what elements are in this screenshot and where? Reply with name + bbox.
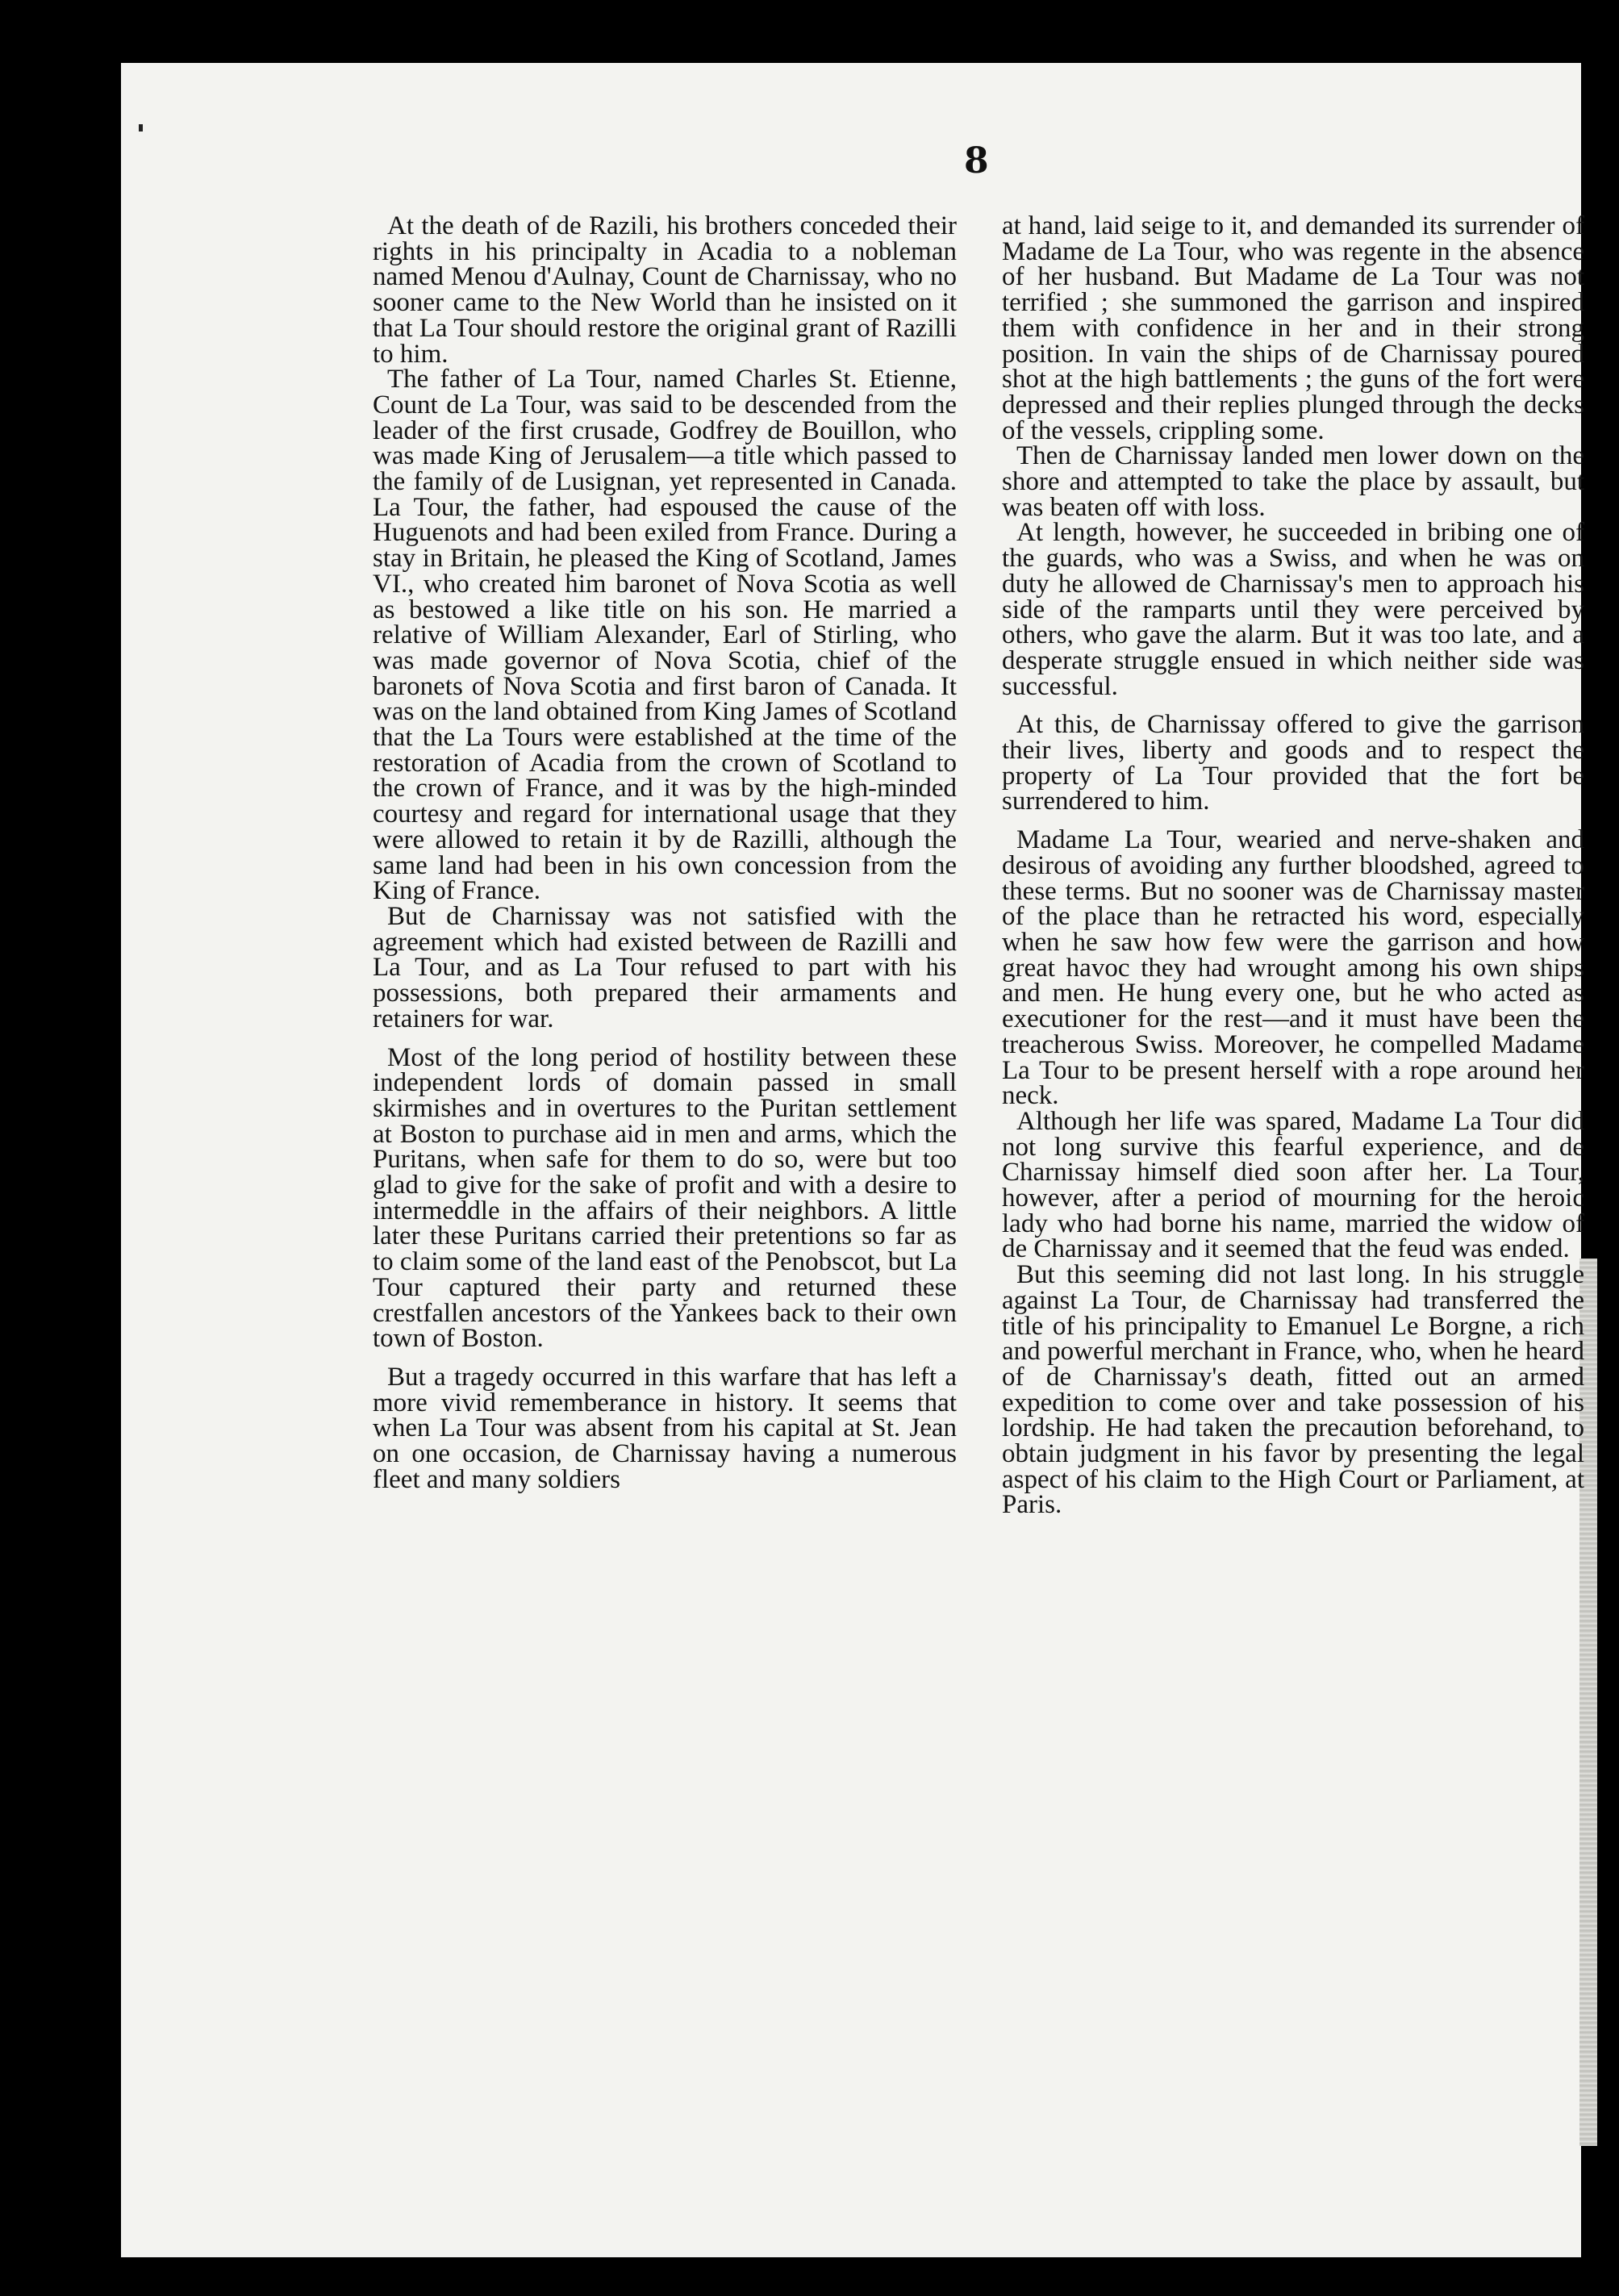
paragraph: The father of La Tour, named Charles St. Etienne, Count de La Tour, was said to be descended from the leader of the first crusade, Godfrey de Bouillon, who was made King of Jerusalem—a title which passed to the family of de Lusignan, yet represented in Canada. La Tour, the father, had espoused the cause of the Huguenots and had been exiled from France. During a stay in Britain, he pleased the King of Scotland, James VI., who created him baronet of Nova Scotia as well as bestowed a like title on his son. He married a relative of William Alexander, Earl of Stirling, who was made governor of Nova Scotia, chief of the baronets of Nova Scotia and first baron of Canada. It was on the land obtained from King James of Scotland that the La Tours were established at the time of the restoration of Acadia from the crown of Scotland to the crown of France, and it was by the high-minded courtesy and regard for international usage that they were allowed to retain it by de Razilli, although the same land had been in his own concession from the King of France. xyxy=(373,365,957,906)
paragraph: At this, de Charnissay offered to give the garrison their lives, liberty and goods and to respect the property of La Tour provided that the fort be surrendered to him. xyxy=(1002,710,1584,816)
paragraph: Madame La Tour, wearied and nerve-shaken and desirous of avoiding any further bloodshed, agreed to these terms. But no sooner was de Charnissay master of the place than he retracted his word, especially when he saw how few were the garrison and how great havoc they had wrought among his own ships and men. He hung every one, but he who acted as executioner for the rest—and it must have been the treacherous Swiss. Moreover, he compelled Madame La Tour to be present herself with a rope around her neck. xyxy=(1002,825,1584,1111)
paragraph: Although her life was spared, Madame La Tour did not long survive this fearful experience, and de Charnissay himself died soon after her. La Tour, however, after a period of mourning for the heroic lady who had borne his name, married the widow of de Charnissay and it seemed that the feud was ended. xyxy=(1002,1106,1584,1264)
paragraph: But a tragedy occurred in this warfare that has left a more vivid rememberance in history. It seems that when La Tour was absent from his capital at St. Jean on one occasion, de Charnissay having a numerous fleet and many soldiers xyxy=(373,1362,957,1494)
paragraph: But this seeming did not last long. In his struggle against La Tour, de Charnissay had transferred the title of his principality to Emanuel Le Borgne, a rich and powerful merchant in France, who, when he heard of de Charnissay's death, fitted out an armed expedition to come over and take possession of his lordship. He had taken the precaution beforehand, to obtain judgment in his favor by presenting the legal aspect of his claim to the High Court or Parliament, at Paris. xyxy=(1002,1260,1584,1520)
margin-mark xyxy=(139,124,143,131)
left-column xyxy=(373,211,957,1494)
paragraph: Most of the long period of hostility between these independent lords of domain passed in small skirmishes and in overtures to the Puritan settlement at Boston to purchase aid in men and arms, which the Puritans, when safe for them to do so, were but too glad to give for the sake of profit and with a desire to intermeddle in the affairs of their neighbors. A little later these Puritans carried their pretentions so far as to claim some of the land east of the Penobscot, but La Tour captured their party and returned these crestfallen ancestors of the Yankees back to their own town of Boston. xyxy=(373,1042,957,1354)
page-number: 8 xyxy=(964,140,989,182)
paragraph: at hand, laid seige to it, and demanded its surrender of Madame de La Tour, who was regente in the absence of her husband. But Madame de La Tour was not terrified ; she summoned the garrison and inspired them with confidence in her and in their strong position. In vain the ships of de Charnissay poured shot at the high battlements ; the guns of the fort were depressed and their replies plunged through the decks of the vessels, crippling some. xyxy=(1002,211,1584,445)
right-column xyxy=(1002,211,1584,1520)
paragraph: Then de Charnissay landed men lower down on the shore and attempted to take the place by assault, but was beaten off with loss. xyxy=(1002,441,1584,522)
paragraph: At length, however, he succeeded in bribing one of the guards, who was a Swiss, and when he was on duty he allowed de Charnissay's men to approach his side of the ramparts until they were perceived by others, who gave the alarm. But it was too late, and a desperate struggle ensued in which neither side was successful. xyxy=(1002,518,1584,701)
paragraph: At the death of de Razili, his brothers conceded their rights in his principalty in Acadia to a nobleman named Menou d'Aulnay, Count de Charnissay, who no sooner came to the New World than he insisted on it that La Tour should restore the original grant of Razilli to him. xyxy=(373,211,957,369)
paragraph: But de Charnissay was not satisfied with the agreement which had existed between de Razilli and La Tour, and as La Tour refused to part with his possessions, both prepared their armaments and retainers for war. xyxy=(373,901,957,1033)
